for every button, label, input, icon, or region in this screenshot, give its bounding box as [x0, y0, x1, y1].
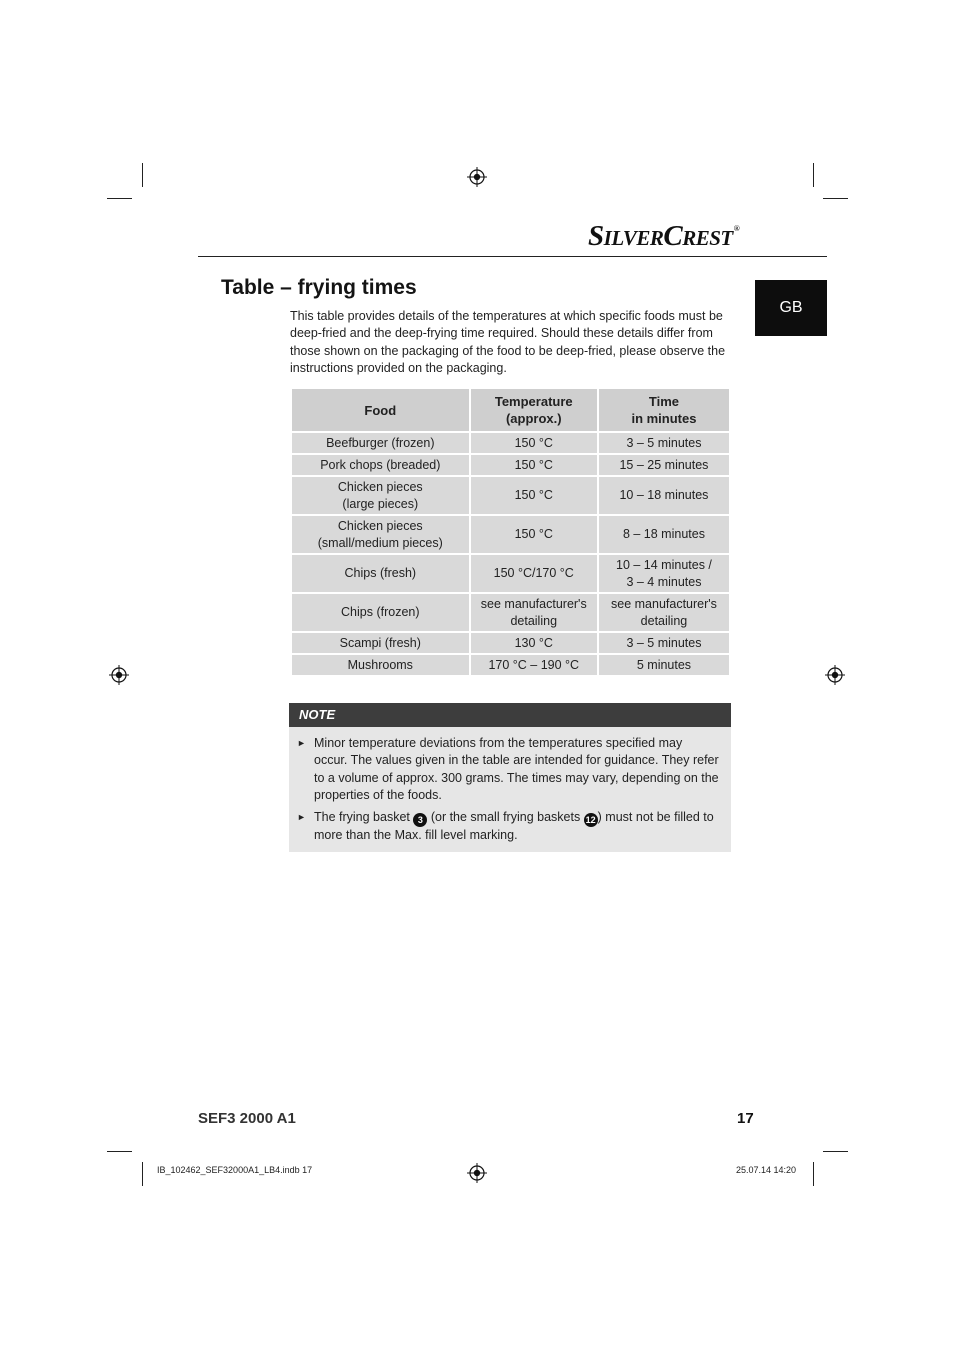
table-row	[291, 476, 730, 515]
cell-temperature: see manufacturer's detailing	[470, 593, 598, 632]
cell-time: 3 – 5 minutes	[598, 632, 730, 654]
cell-time: 5 minutes	[598, 654, 730, 676]
cell-time: 15 – 25 minutes	[598, 454, 730, 476]
cell-temperature: 150 °C	[470, 454, 598, 476]
table-header-row	[291, 388, 730, 432]
note-list	[289, 727, 731, 852]
cell-food: Pork chops (breaded)	[291, 454, 470, 476]
crop-mark	[107, 1151, 132, 1152]
cell-food: Chips (fresh)	[291, 554, 470, 593]
crop-mark	[142, 163, 143, 187]
cell-temperature: 130 °C	[470, 632, 598, 654]
note-box	[289, 703, 731, 852]
crop-mark	[142, 1162, 143, 1186]
bullet-arrow-icon: ►	[297, 738, 306, 748]
header-food: Food	[291, 388, 470, 432]
header-time: Time in minutes	[598, 388, 730, 432]
cell-food: Chicken pieces (large pieces)	[291, 476, 470, 515]
cell-time: 3 – 5 minutes	[598, 432, 730, 454]
model-number: SEF3 2000 A1	[198, 1110, 296, 1127]
slug-timestamp: 25.07.14 14:20	[736, 1165, 797, 1175]
cell-temperature: 150 °C	[470, 515, 598, 554]
table-row	[291, 515, 730, 554]
registration-mark-icon	[825, 665, 845, 685]
cell-food: Chicken pieces (small/medium pieces)	[291, 515, 470, 554]
intro-paragraph: This table provides details of the temperatures at which specific foods must be deep-fried and the deep-frying time required. Should these details differ from those shown on the packaging of the food to be deep-fried, please observe the instructions provided on the packaging.	[290, 309, 726, 376]
cell-food: Chips (frozen)	[291, 593, 470, 632]
cell-temperature: 150 °C	[470, 432, 598, 454]
crop-mark	[813, 1162, 814, 1186]
table-row	[291, 632, 730, 654]
cell-time: 8 – 18 minutes	[598, 515, 730, 554]
note-heading: NOTE	[289, 703, 731, 727]
registration-mark-icon	[467, 1163, 487, 1183]
frying-times-table	[290, 387, 731, 677]
cell-time: 10 – 14 minutes / 3 – 4 minutes	[598, 554, 730, 593]
cell-food: Scampi (fresh)	[291, 632, 470, 654]
page-title: Table – frying times	[221, 276, 417, 299]
crop-mark	[813, 163, 814, 187]
cell-time: 10 – 18 minutes	[598, 476, 730, 515]
slug-file-info: IB_102462_SEF32000A1_LB4.indb 17	[157, 1165, 313, 1175]
crop-mark	[107, 198, 132, 199]
cell-temperature: 150 °C/170 °C	[470, 554, 598, 593]
registration-mark-icon	[467, 167, 487, 187]
brand-logo: SILVERCREST®	[588, 220, 740, 252]
language-tab: GB	[755, 280, 827, 336]
cell-time: see manufacturer's detailing	[598, 593, 730, 632]
part-number-badge: 3	[413, 813, 427, 827]
cell-food: Beefburger (frozen)	[291, 432, 470, 454]
part-number-badge: 12	[585, 814, 596, 825]
list-item: ► Minor temperature deviations from the temperatures specified may occur. The values given in the table are intended for guidance. They refer to a volume of approx. 300 grams. The times may vary, depending on the properties of the foods.	[297, 736, 719, 803]
table-row	[291, 432, 730, 454]
cell-food: Mushrooms	[291, 654, 470, 676]
bullet-arrow-icon: ►	[297, 811, 306, 822]
crop-mark	[823, 1151, 848, 1152]
page-number: 17	[737, 1110, 754, 1127]
cell-temperature: 170 °C – 190 °C	[470, 654, 598, 676]
cell-temperature: 150 °C	[470, 476, 598, 515]
table-row	[291, 654, 730, 676]
header-rule	[198, 256, 827, 257]
table-row	[291, 454, 730, 476]
header-temperature: Temperature (approx.)	[470, 388, 598, 432]
crop-mark	[823, 198, 848, 199]
list-item: ► The frying basket 3 (or the small frying baskets 12 ) must not be filled to more than the Max. fill level marking.	[297, 809, 714, 842]
table-row	[291, 593, 730, 632]
registration-mark-icon	[109, 665, 129, 685]
table-row	[291, 554, 730, 593]
